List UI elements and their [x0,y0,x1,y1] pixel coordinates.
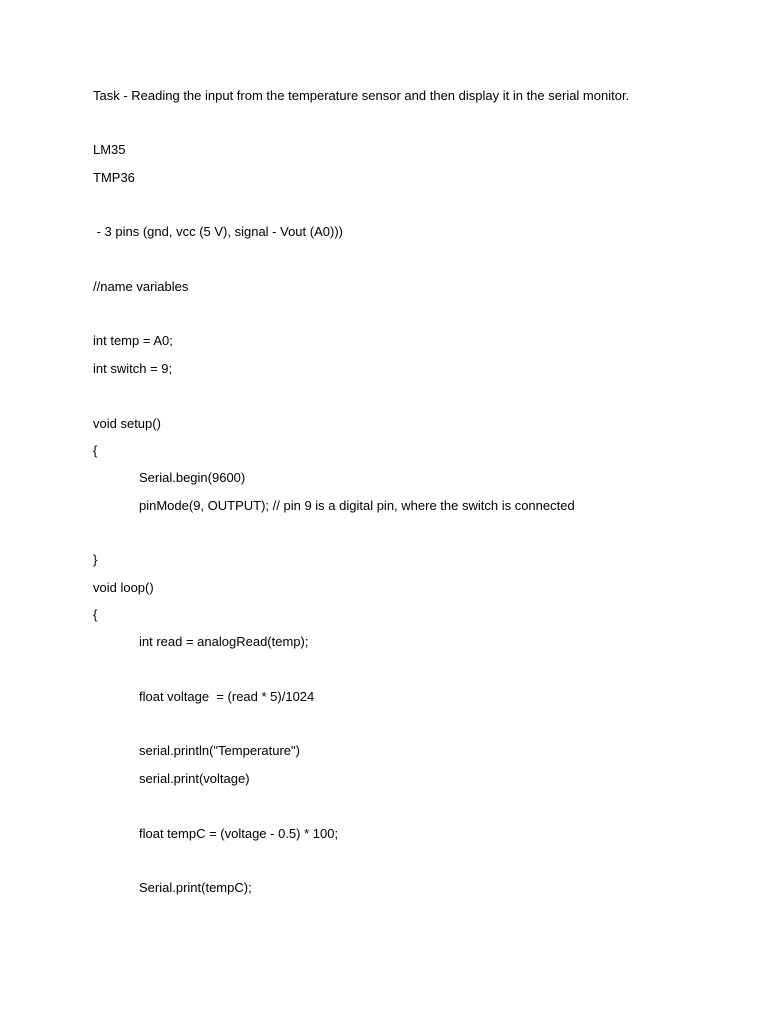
code-println-temperature: serial.println("Temperature") [139,743,300,758]
sensor-name-tmp36: TMP36 [93,170,135,185]
code-voltage-calc: float voltage = (read * 5)/1024 [139,689,315,704]
code-serial-begin: Serial.begin(9600) [139,470,246,485]
sensor-name-lm35: LM35 [93,142,126,157]
code-print-tempc: Serial.print(tempC); [139,880,252,895]
code-setup-open-brace: { [93,443,98,458]
pins-note: - 3 pins (gnd, vcc (5 V), signal - Vout (A0))) [93,224,343,239]
code-loop-signature: void loop() [93,580,154,595]
code-var-temp: int temp = A0; [93,333,173,348]
code-setup-signature: void setup() [93,416,161,431]
code-var-switch: int switch = 9; [93,361,173,376]
code-setup-close-brace: } [93,552,98,567]
code-print-voltage: serial.print(voltage) [139,771,250,786]
comment-name-variables: //name variables [93,279,189,294]
task-description: Task - Reading the input from the temperature sensor and then display it in the serial monitor. [93,88,630,103]
code-pinmode: pinMode(9, OUTPUT); // pin 9 is a digital pin, where the switch is connected [139,498,575,513]
code-analog-read: int read = analogRead(temp); [139,634,309,649]
code-tempc-calc: float tempC = (voltage - 0.5) * 100; [139,826,339,841]
code-loop-open-brace: { [93,607,98,622]
